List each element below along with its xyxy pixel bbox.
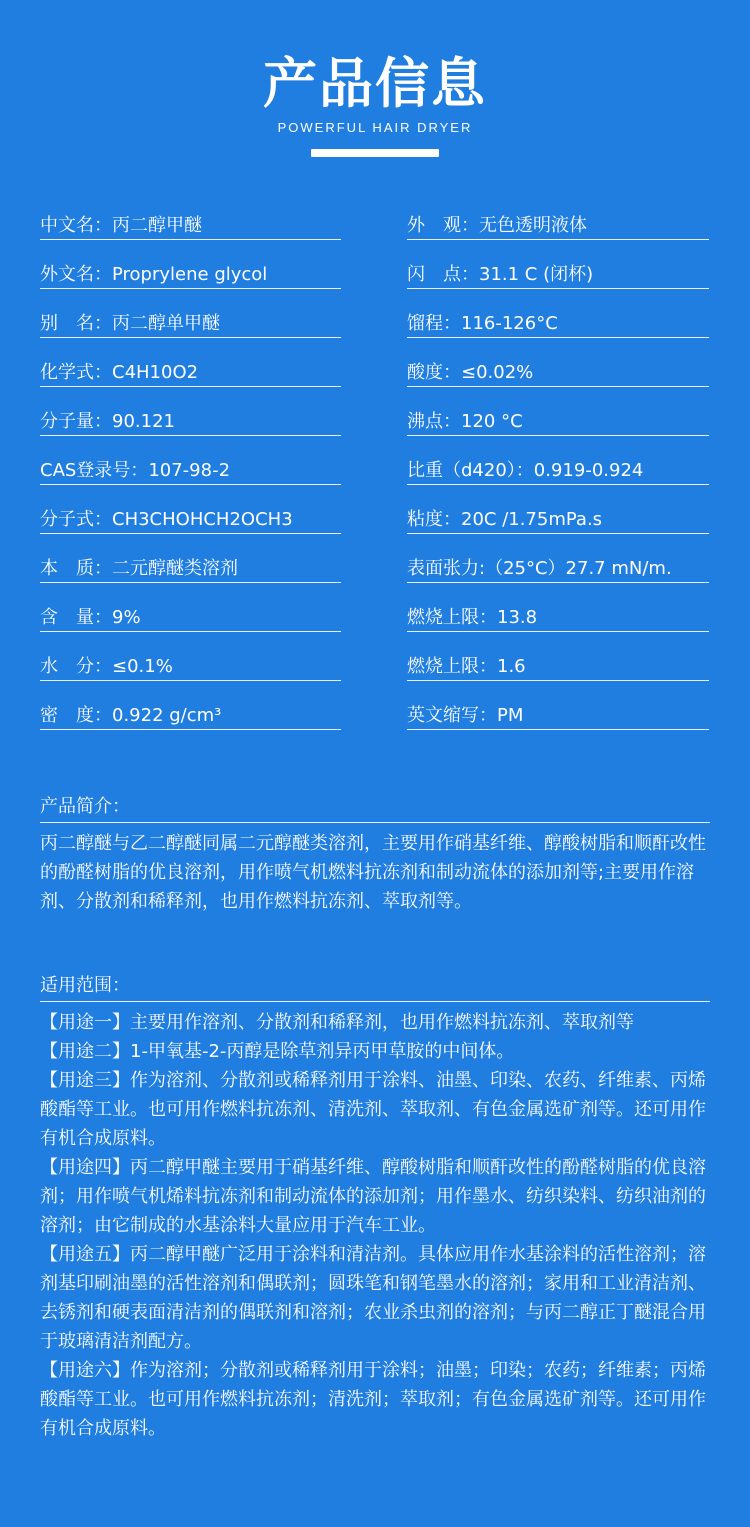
spec-value: 丙二醇甲醚: [112, 215, 202, 236]
spec-row: [407, 396, 709, 436]
use-item: 【用途一】主要用作溶剂、分散剂和稀释剂，也用作燃料抗冻剂、萃取剂等: [40, 1012, 634, 1033]
spec-label: 含 量：: [40, 607, 112, 628]
spec-label: 中文名：: [40, 215, 112, 236]
spec-value: 无色透明液体: [479, 215, 587, 236]
spec-label: 比重（d420）：: [407, 460, 534, 481]
spec-value: 9%: [112, 607, 141, 628]
header: [0, 50, 750, 157]
use-item: 【用途二】1-甲氧基-2-丙醇是除草剂异丙甲草胺的中间体。: [40, 1041, 515, 1062]
spec-value: 丙二醇单甲醚: [112, 313, 220, 334]
spec-value: 90.121: [112, 411, 175, 432]
intro-text: 丙二醇醚与乙二醇醚同属二元醇醚类溶剂，主要用作硝基纤维、醇酸树脂和顺酐改性的酚醛树脂的优良溶剂，用作喷气机燃料抗冻剂和制动流体的添加剂等;主要用作溶剂、分散剂和稀释剂，也用作燃料抗冻剂、萃取剂等。: [40, 833, 706, 912]
uses-title: 适用范围：: [40, 975, 710, 1002]
spec-label: 表面张力:（25°C）: [407, 558, 566, 579]
spec-row: [407, 445, 709, 485]
spec-value: PM: [497, 705, 524, 726]
uses-list: [40, 1008, 710, 1443]
spec-label: 闪 点：: [407, 264, 479, 285]
spec-label: 燃烧上限：: [407, 607, 497, 628]
spec-value: CH3CHOHCH2OCH3: [112, 509, 293, 530]
spec-row: [407, 690, 709, 730]
spec-label: 粘度：: [407, 509, 461, 530]
spec-row: [40, 298, 341, 338]
spec-value: 0.922 g/cm³: [112, 705, 222, 726]
spec-column-left: [40, 200, 341, 739]
spec-label: CAS登录号：: [40, 460, 149, 481]
use-item: 【用途四】丙二醇甲醚主要用于硝基纤维、醇酸树脂和顺酐改性的酚醛树脂的优良溶剂；用作喷气机烯料抗冻剂和制动流体的添加剂；用作墨水、纺织染料、纺织油剂的溶剂；由它制成的水基涂料大量应用于汽车工业。: [40, 1157, 706, 1236]
spec-column-right: [407, 200, 709, 739]
spec-label: 本 质：: [40, 558, 112, 579]
spec-value: 107-98-2: [148, 460, 231, 481]
spec-row: [40, 641, 341, 681]
spec-label: 燃烧上限：: [407, 656, 497, 677]
spec-value: 31.1 C (闭杯): [479, 264, 594, 285]
spec-value: 0.919-0.924: [533, 460, 644, 481]
spec-label: 英文缩写：: [407, 705, 497, 726]
spec-row: [407, 494, 709, 534]
spec-value: C4H10O2: [112, 362, 199, 383]
spec-label: 化学式：: [40, 362, 112, 383]
spec-value: ≤0.02%: [461, 362, 534, 383]
title-underline-bar: [311, 149, 439, 157]
spec-value: ≤0.1%: [112, 656, 173, 677]
spec-label: 密 度：: [40, 705, 112, 726]
spec-row: [40, 690, 341, 730]
spec-row: [407, 592, 709, 632]
spec-value: 116-126°C: [461, 313, 558, 334]
spec-label: 别 名：: [40, 313, 112, 334]
spec-label: 沸点：: [407, 411, 461, 432]
use-item: 【用途六】作为溶剂；分散剂或稀释剂用于涂料；油墨；印染；农药；纤维素；丙烯酸酯等工业。也可用作燃料抗冻剂；清洗剂；萃取剂；有色金属选矿剂等。还可用作有机合成原料。: [40, 1360, 706, 1439]
spec-value: 13.8: [497, 607, 538, 628]
spec-row: [407, 347, 709, 387]
spec-row: [407, 641, 709, 681]
spec-value: Proprylene glycol: [112, 264, 268, 285]
spec-row: [407, 200, 709, 240]
spec-row: [40, 396, 341, 436]
spec-value: 二元醇醚类溶剂: [112, 558, 238, 579]
uses-section: [40, 975, 710, 1443]
spec-value: 20C /1.75mPa.s: [461, 509, 603, 530]
spec-row: [407, 249, 709, 289]
spec-row: [40, 200, 341, 240]
spec-label: 外文名：: [40, 264, 112, 285]
spec-label: 外 观：: [407, 215, 479, 236]
spec-value: 1.6: [497, 656, 526, 677]
spec-row: [40, 543, 341, 583]
spec-label: 馏程：: [407, 313, 461, 334]
spec-row: [40, 494, 341, 534]
spec-row: [40, 347, 341, 387]
spec-row: [40, 592, 341, 632]
spec-value: 27.7 mN/m.: [565, 558, 672, 579]
intro-title: 产品简介：: [40, 796, 710, 823]
spec-row: [407, 543, 709, 583]
spec-label: 水 分：: [40, 656, 112, 677]
spec-row: [40, 445, 341, 485]
use-item: 【用途三】作为溶剂、分散剂或稀释剂用于涂料、油墨、印染、农药、纤维素、丙烯酸酯等工业。也可用作燃料抗冻剂、清洗剂、萃取剂、有色金属选矿剂等。还可用作有机合成原料。: [40, 1070, 706, 1149]
spec-row: [407, 298, 709, 338]
page-title: 产品信息: [263, 52, 487, 115]
spec-row: [40, 249, 341, 289]
spec-label: 酸度：: [407, 362, 461, 383]
intro-section: [40, 796, 710, 916]
use-item: 【用途五】丙二醇甲醚广泛用于涂料和清洁剂。具体应用作水基涂料的活性溶剂；溶剂基印刷油墨的活性溶剂和偶联剂；圆珠笔和钢笔墨水的溶剂；家用和工业清洁剂、去锈剂和硬表面清洁剂的偶联剂和溶剂；农业杀虫剂的溶剂；与丙二醇正丁醚混合用于玻璃清洁剂配方。: [40, 1244, 706, 1352]
spec-value: 120 °C: [461, 411, 523, 432]
page-subtitle: POWERFUL HAIR DRYER: [277, 120, 473, 135]
spec-label: 分子式：: [40, 509, 112, 530]
spec-label: 分子量：: [40, 411, 112, 432]
